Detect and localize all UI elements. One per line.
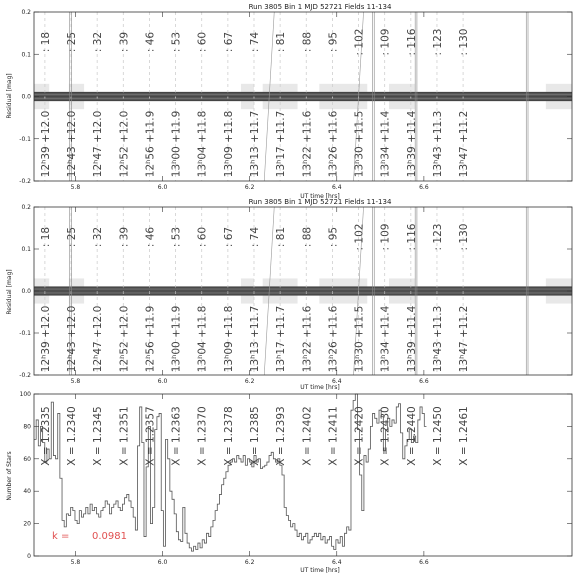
- field-coord-label: 13ʰ39 +11.4: [405, 110, 418, 178]
- field-coord-label: 13ʰ39 +11.4: [405, 305, 418, 373]
- residual-panel-top: [6, 3, 572, 200]
- airmass-label: X = 1.2340: [66, 406, 79, 466]
- field-number-label: : 67: [222, 226, 235, 248]
- y-tick-label: -0.1: [19, 330, 31, 337]
- field-number-label: : 60: [196, 226, 209, 248]
- field-number-label: : 102: [353, 223, 366, 251]
- x-axis-label-middle: UT time [hrs]: [300, 384, 340, 391]
- field-coord-label: 13ʰ43 +11.3: [431, 110, 444, 178]
- y-axis-label-bottom: Number of Stars: [6, 451, 13, 501]
- airmass-label: X = 1.2450: [431, 406, 444, 466]
- y-tick-label: -0.2: [19, 372, 31, 379]
- field-number-label: : 81: [275, 226, 288, 248]
- field-coord-label: 12ʰ56 +11.9: [144, 110, 157, 178]
- y-tick-label: 0.1: [21, 51, 31, 59]
- field-coord-label: 13ʰ09 +11.8: [222, 110, 235, 178]
- y-tick-label: 0.0: [21, 93, 31, 101]
- x-tick-label: 6.0: [157, 184, 168, 191]
- airmass-label: X = 1.2461: [458, 406, 471, 466]
- field-coord-label: 13ʰ34 +11.4: [379, 305, 392, 373]
- field-number-label: : 109: [379, 28, 392, 56]
- field-coord-label: 13ʰ47 +11.2: [458, 110, 471, 178]
- panel-title-top: Run 3805 Bin 1 MJD 52721 Fields 11-134: [248, 3, 392, 11]
- field-coord-label: 12ʰ39 +12.0: [39, 110, 52, 178]
- airmass-label: X = 1.2393: [275, 406, 288, 466]
- field-coord-label: 13ʰ34 +11.4: [379, 110, 392, 178]
- k-value: 0.0981: [92, 531, 127, 542]
- field-number-label: : 123: [431, 28, 444, 56]
- field-number-label: : 116: [405, 223, 418, 251]
- y-tick-label: 0.2: [21, 9, 31, 16]
- field-number-label: : 74: [248, 226, 261, 248]
- x-tick-label: 6.6: [419, 184, 429, 191]
- y-tick-label: 0.2: [21, 204, 31, 211]
- x-tick-label: 6.2: [244, 559, 255, 566]
- field-number-label: : 88: [301, 31, 314, 53]
- field-coord-label: 13ʰ13 +11.7: [248, 110, 261, 178]
- panel-title-middle: Run 3805 Bin 1 MJD 52721 Fields 11-134: [248, 198, 392, 206]
- field-coord-label: 13ʰ17 +11.7: [275, 110, 288, 178]
- y-tick-label: 0.1: [21, 246, 31, 253]
- field-coord-label: 13ʰ26 +11.6: [327, 110, 340, 178]
- field-coord-label: 13ʰ22 +11.6: [301, 305, 314, 373]
- field-coord-label: 13ʰ00 +11.9: [170, 305, 183, 373]
- airmass-label: X = 1.2351: [118, 406, 131, 466]
- x-tick-label: 5.8: [70, 378, 81, 385]
- airmass-label: X = 1.2411: [327, 406, 340, 466]
- airmass-label: X = 1.2402: [301, 406, 314, 466]
- field-number-label: : 25: [66, 226, 79, 248]
- field-number-label: : 109: [379, 223, 392, 251]
- airmass-label: X = 1.2420: [353, 406, 366, 466]
- x-tick-label: 6.2: [244, 184, 255, 191]
- field-number-label: : 116: [405, 28, 418, 56]
- field-number-label: : 53: [170, 226, 183, 248]
- x-tick-label: 6.4: [331, 378, 342, 385]
- airmass-label: X = 1.2357: [144, 406, 157, 466]
- field-number-label: : 25: [66, 31, 79, 53]
- x-tick-label: 6.6: [419, 378, 429, 385]
- field-coord-label: 12ʰ52 +12.0: [118, 110, 131, 178]
- field-number-label: : 67: [222, 31, 235, 53]
- field-coord-label: 12ʰ43 +12.0: [66, 110, 79, 178]
- field-number-label: : 39: [118, 226, 131, 248]
- y-tick-label: 20: [23, 520, 31, 528]
- y-tick-label: 100: [19, 391, 31, 398]
- x-tick-label: 6.6: [419, 559, 429, 566]
- field-number-label: : 32: [92, 31, 105, 53]
- field-coord-label: 13ʰ04 +11.8: [196, 305, 209, 373]
- field-coord-label: 12ʰ47 +12.0: [92, 305, 105, 373]
- field-coord-label: 13ʰ09 +11.8: [222, 305, 235, 373]
- residual-panel-middle: [6, 198, 572, 391]
- airmass-label: X = 1.2385: [248, 406, 261, 466]
- y-tick-label: 0: [27, 553, 31, 560]
- field-coord-label: 13ʰ26 +11.6: [327, 305, 340, 373]
- airmass-label: X = 1.2370: [196, 406, 209, 466]
- field-number-label: : 18: [39, 31, 52, 53]
- airmass-label: X = 1.2363: [170, 406, 183, 466]
- field-coord-label: 13ʰ30 +11.5: [353, 305, 366, 373]
- field-number-label: : 95: [327, 31, 340, 53]
- y-axis-label-top: Residual [mag]: [6, 73, 13, 119]
- x-tick-label: 6.4: [331, 559, 342, 566]
- airmass-label: X = 1.2378: [222, 406, 235, 466]
- x-tick-label: 5.8: [70, 559, 81, 566]
- field-number-label: : 130: [458, 28, 471, 56]
- airmass-label: X = 1.2430: [379, 406, 392, 466]
- field-number-label: : 46: [144, 31, 157, 53]
- field-coord-label: 12ʰ47 +12.0: [92, 110, 105, 178]
- airmass-label: X = 1.2345: [92, 406, 105, 466]
- airmass-label: X = 1.2440: [405, 406, 418, 466]
- y-tick-label: -0.1: [19, 135, 31, 143]
- histogram-panel: [6, 391, 572, 574]
- airmass-label: X = 1.2335: [39, 406, 52, 466]
- field-number-label: : 39: [118, 31, 131, 53]
- field-number-label: : 74: [248, 31, 261, 53]
- y-tick-label: 0.0: [21, 288, 31, 295]
- field-number-label: : 32: [92, 226, 105, 248]
- field-coord-label: 12ʰ56 +11.9: [144, 305, 157, 373]
- x-tick-label: 5.8: [70, 184, 81, 191]
- field-coord-label: 13ʰ00 +11.9: [170, 110, 183, 178]
- field-coord-label: 13ʰ17 +11.7: [275, 305, 288, 373]
- field-coord-label: 12ʰ52 +12.0: [118, 305, 131, 373]
- field-number-label: : 46: [144, 226, 157, 248]
- field-coord-label: 13ʰ04 +11.8: [196, 110, 209, 178]
- field-coord-label: 13ʰ47 +11.2: [458, 305, 471, 373]
- field-coord-label: 12ʰ39 +12.0: [39, 305, 52, 373]
- field-number-label: : 53: [170, 31, 183, 53]
- x-tick-label: 6.0: [157, 378, 168, 385]
- field-coord-label: 13ʰ13 +11.7: [248, 305, 261, 373]
- field-coord-label: 12ʰ43 +12.0: [66, 305, 79, 373]
- y-axis-label-middle: Residual [mag]: [6, 269, 13, 315]
- x-axis-label-top: UT time [hrs]: [300, 193, 340, 200]
- field-number-label: : 88: [301, 226, 314, 248]
- y-tick-label: -0.2: [19, 178, 31, 185]
- y-tick-label: 80: [23, 423, 31, 431]
- field-number-label: : 123: [431, 223, 444, 251]
- y-tick-label: 60: [23, 455, 31, 463]
- x-axis-label-bottom: UT time [hrs]: [300, 567, 340, 574]
- field-number-label: : 60: [196, 31, 209, 53]
- k-label: k =: [52, 531, 70, 542]
- x-tick-label: 6.4: [331, 184, 342, 191]
- field-coord-label: 13ʰ22 +11.6: [301, 110, 314, 178]
- field-number-label: : 102: [353, 28, 366, 56]
- field-number-label: : 81: [275, 31, 288, 53]
- y-tick-label: 40: [23, 488, 31, 496]
- field-number-label: : 18: [39, 226, 52, 248]
- field-number-label: : 130: [458, 223, 471, 251]
- field-number-label: : 95: [327, 226, 340, 248]
- field-coord-label: 13ʰ30 +11.5: [353, 110, 366, 178]
- x-tick-label: 6.0: [157, 559, 168, 566]
- field-coord-label: 13ʰ43 +11.3: [431, 305, 444, 373]
- x-tick-label: 6.2: [244, 378, 255, 385]
